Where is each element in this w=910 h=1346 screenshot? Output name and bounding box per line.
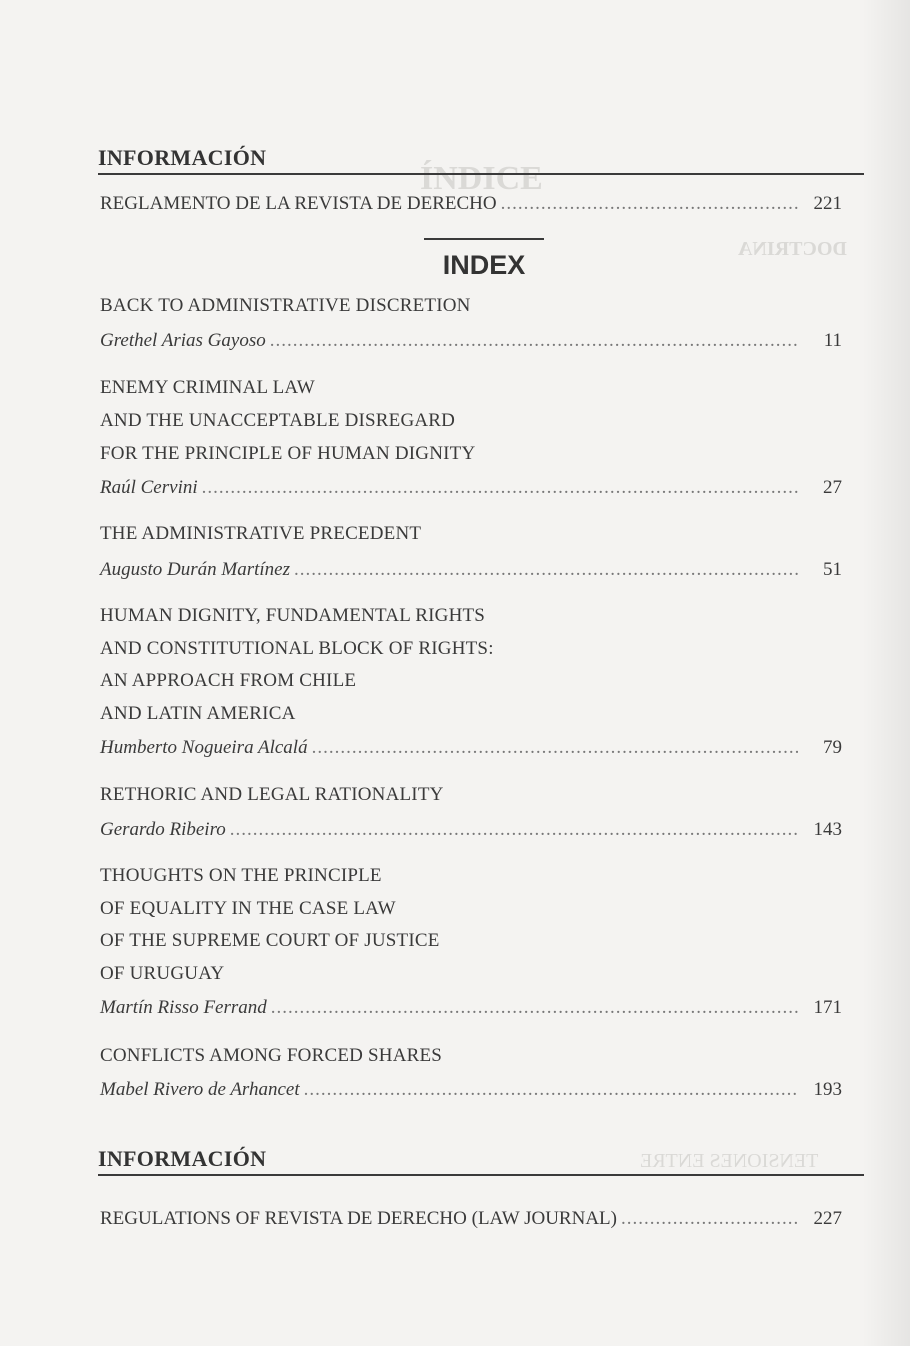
entry-title-line[interactable]: BACK TO ADMINISTRATIVE DISCRETION [100, 295, 471, 316]
entry-title: REGLAMENTO DE LA REVISTA DE DERECHO [100, 193, 497, 214]
page-number: 51 [823, 559, 842, 580]
page-number: 27 [823, 477, 842, 498]
dot-leader [312, 737, 798, 759]
dot-leader [271, 997, 798, 1019]
dot-leader [270, 330, 798, 352]
entry-title-line[interactable]: THOUGHTS ON THE PRINCIPLE [100, 865, 382, 886]
bleed-through-heading: ÍNDICE [420, 160, 543, 197]
entry-author: Augusto Durán Martínez [100, 559, 290, 580]
entry-title-line[interactable]: THE ADMINISTRATIVE PRECEDENT [100, 523, 422, 544]
section-heading-informacion: INFORMACIÓN [98, 145, 864, 175]
bleed-through-heading: DOCTRINA [738, 238, 847, 260]
bleed-through-heading: TENSIONES ENTRE [640, 1150, 819, 1172]
entry-author: Gerardo Ribeiro [100, 819, 226, 840]
entry-title-line[interactable]: AN APPROACH FROM CHILE [100, 670, 357, 691]
page-number: 221 [813, 193, 842, 214]
dot-leader [501, 193, 798, 215]
index-heading: INDEX [424, 238, 544, 281]
entry-title-line[interactable]: RETHORIC AND LEGAL RATIONALITY [100, 784, 444, 805]
dot-leader [294, 559, 798, 581]
page-number: 79 [823, 737, 842, 758]
toc-author-row[interactable] [100, 559, 842, 581]
entry-author: Raúl Cervini [100, 477, 198, 498]
toc-author-row[interactable] [100, 477, 842, 499]
entry-author: Mabel Rivero de Arhancet [100, 1079, 300, 1100]
entry-title-line[interactable]: AND THE UNACCEPTABLE DISREGARD [100, 410, 456, 431]
toc-entry-reglamento[interactable] [100, 193, 842, 215]
entry-author: Martín Risso Ferrand [100, 997, 267, 1018]
dot-leader [304, 1079, 798, 1101]
entry-title-line[interactable]: OF THE SUPREME COURT OF JUSTICE [100, 930, 440, 951]
page-number: 193 [813, 1079, 842, 1100]
page-edge-shadow [862, 0, 910, 1346]
toc-author-row[interactable] [100, 1079, 842, 1101]
dot-leader [230, 819, 798, 841]
entry-author: Grethel Arias Gayoso [100, 330, 266, 351]
entry-author: Humberto Nogueira Alcalá [100, 737, 308, 758]
entry-title-line[interactable]: OF EQUALITY IN THE CASE LAW [100, 898, 396, 919]
entry-title-line[interactable]: FOR THE PRINCIPLE OF HUMAN DIGNITY [100, 443, 476, 464]
entry-title-line[interactable]: AND CONSTITUTIONAL BLOCK OF RIGHTS: [100, 638, 494, 659]
toc-entry-regulations[interactable] [100, 1208, 842, 1230]
section-heading-informacion: INFORMACIÓN [98, 1146, 864, 1176]
entry-title: REGULATIONS OF REVISTA DE DERECHO (LAW JOURNAL) [100, 1208, 617, 1229]
toc-author-row[interactable] [100, 330, 842, 352]
page-number: 227 [813, 1208, 842, 1229]
entry-title-line[interactable]: AND LATIN AMERICA [100, 703, 296, 724]
entry-title-line[interactable]: OF URUGUAY [100, 963, 225, 984]
toc-author-row[interactable] [100, 819, 842, 841]
entry-title-line[interactable]: ENEMY CRIMINAL LAW [100, 377, 315, 398]
toc-author-row[interactable] [100, 737, 842, 759]
entry-title-line[interactable]: CONFLICTS AMONG FORCED SHARES [100, 1045, 443, 1066]
dot-leader [202, 477, 798, 499]
entry-title-line[interactable]: HUMAN DIGNITY, FUNDAMENTAL RIGHTS [100, 605, 486, 626]
dot-leader [621, 1208, 798, 1230]
toc-author-row[interactable] [100, 997, 842, 1019]
page-number: 143 [813, 819, 842, 840]
page-number: 171 [813, 997, 842, 1018]
page-number: 11 [823, 330, 842, 351]
